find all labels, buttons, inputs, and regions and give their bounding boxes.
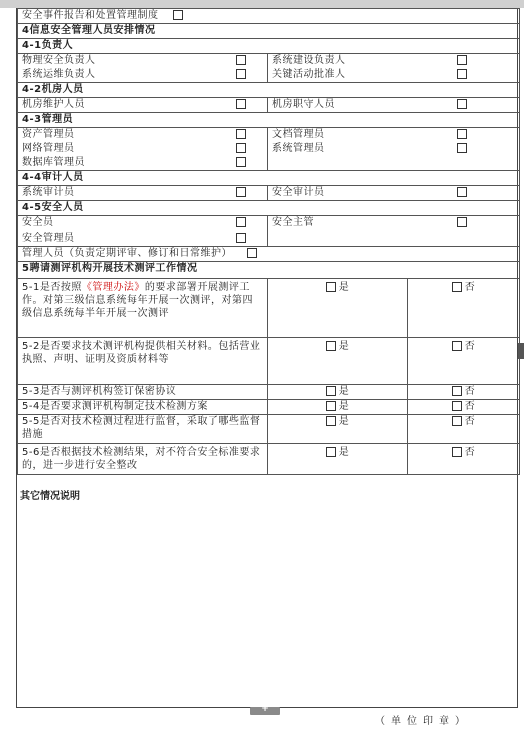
question-5-6: 5-6是否根据技术检测结果，对不符合安全标准要求的，进一步进行安全整改 [18,444,268,475]
row-label: 安全管理员 [18,232,218,247]
row-label: 数据库管理员 [18,156,218,171]
side-scroll-handle[interactable] [518,343,524,359]
question-5-3: 5-3是否与测评机构签订保密协议 [18,385,268,400]
other-notes-label: 其它情况说明 [20,491,80,502]
yes-label: 是 [338,282,350,293]
table-row [18,83,520,98]
section-heading: 4-3管理员 [18,113,520,128]
no-checkbox[interactable] [452,282,462,292]
table-row [18,156,520,171]
table-row [18,128,520,143]
checkbox[interactable] [457,69,467,79]
no-label: 否 [464,386,476,397]
table-row [18,279,520,338]
document-page [16,8,518,708]
question-5-5: 5-5是否对技术检测过程进行监督，采取了哪些监督措施 [18,415,268,444]
no-checkbox[interactable] [452,416,462,426]
yes-label: 是 [338,416,350,427]
section-heading: 4-2机房人员 [18,83,520,98]
table-row [18,54,520,69]
yes-checkbox[interactable] [326,447,336,457]
checkbox[interactable] [236,217,246,227]
row-label: 网络管理员 [18,142,218,156]
row-label: 文档管理员 [268,128,408,143]
row-label: 安全事件报告和处置管理制度 [22,10,159,21]
checkbox[interactable] [236,157,246,167]
checkbox[interactable] [457,55,467,65]
yes-checkbox[interactable] [326,401,336,411]
yes-label: 是 [338,341,350,352]
question-5-4: 5-4是否要求测评机构制定技术检测方案 [18,400,268,415]
checkbox[interactable] [236,143,246,153]
no-label: 否 [464,282,476,293]
table-row [18,201,520,216]
checkbox[interactable] [173,10,183,20]
yes-checkbox[interactable] [326,282,336,292]
section-heading: 4-4审计人员 [18,171,520,186]
question-5-2: 5-2是否要求技术测评机构提供相关材料。包括营业执照、声明、证明及资质材料等 [18,338,268,385]
table-row [18,113,520,128]
page-add-button[interactable]: + [250,707,280,715]
checkbox[interactable] [457,129,467,139]
security-table [17,8,520,475]
checkbox[interactable] [247,248,257,258]
checkbox[interactable] [236,55,246,65]
table-row [18,171,520,186]
yes-label: 是 [338,386,350,397]
row-label: 安全主管 [268,216,408,233]
checkbox[interactable] [457,217,467,227]
no-checkbox[interactable] [452,386,462,396]
no-label: 否 [464,341,476,352]
checkbox[interactable] [457,187,467,197]
section-heading: 4-5安全人员 [18,201,520,216]
table-row [18,98,520,113]
row-label: 关键活动批准人 [268,68,408,83]
row-label: 安全员 [18,216,218,233]
row-label: 管理人员（负责定期评审、修订和日常维护） [22,248,232,259]
checkbox[interactable] [457,143,467,153]
no-label: 否 [464,447,476,458]
checkbox[interactable] [236,99,246,109]
question-5-1: 5-1是否按照《管理办法》的要求部署开展测评工作。对第三级信息系统每年开展一次测评，对第四级信息系统每半年开展一次测评 [22,282,253,319]
row-label: 系统建设负责人 [268,54,408,69]
yes-checkbox[interactable] [326,386,336,396]
row-label: 系统管理员 [268,142,408,156]
no-label: 否 [464,401,476,412]
checkbox[interactable] [236,187,246,197]
table-row [18,262,520,279]
yes-label: 是 [338,447,350,458]
checkbox[interactable] [236,129,246,139]
table-row [18,232,520,247]
row-label: 资产管理员 [18,128,218,143]
yes-label: 是 [338,401,350,412]
no-checkbox[interactable] [452,341,462,351]
table-row [18,39,520,54]
table-row [18,400,520,415]
no-label: 否 [464,416,476,427]
no-checkbox[interactable] [452,447,462,457]
row-label: 物理安全负责人 [18,54,218,69]
no-checkbox[interactable] [452,401,462,411]
table-row [18,216,520,233]
yes-checkbox[interactable] [326,416,336,426]
table-row [18,247,520,262]
row-label: 安全审计员 [268,186,408,201]
row-label: 机房职守人员 [268,98,408,113]
row-label: 系统审计员 [18,186,218,201]
unit-stamp-label: （单位印章） [375,716,471,727]
table-row [18,68,520,83]
table-row [18,24,520,39]
row-label: 机房维护人员 [18,98,218,113]
checkbox[interactable] [236,69,246,79]
table-row [18,9,520,24]
table-row [18,186,520,201]
yes-checkbox[interactable] [326,341,336,351]
section-heading: 5聘请测评机构开展技术测评工作情况 [18,262,520,279]
top-toolbar-strip [0,0,524,8]
checkbox[interactable] [236,233,246,243]
checkbox[interactable] [457,99,467,109]
row-label: 系统运维负责人 [18,68,218,83]
table-row [18,142,520,156]
table-row [18,444,520,475]
table-row [18,385,520,400]
table-row [18,415,520,444]
section-heading: 4-1负责人 [18,39,520,54]
section-heading: 4信息安全管理人员安排情况 [18,24,520,39]
table-row [18,338,520,385]
